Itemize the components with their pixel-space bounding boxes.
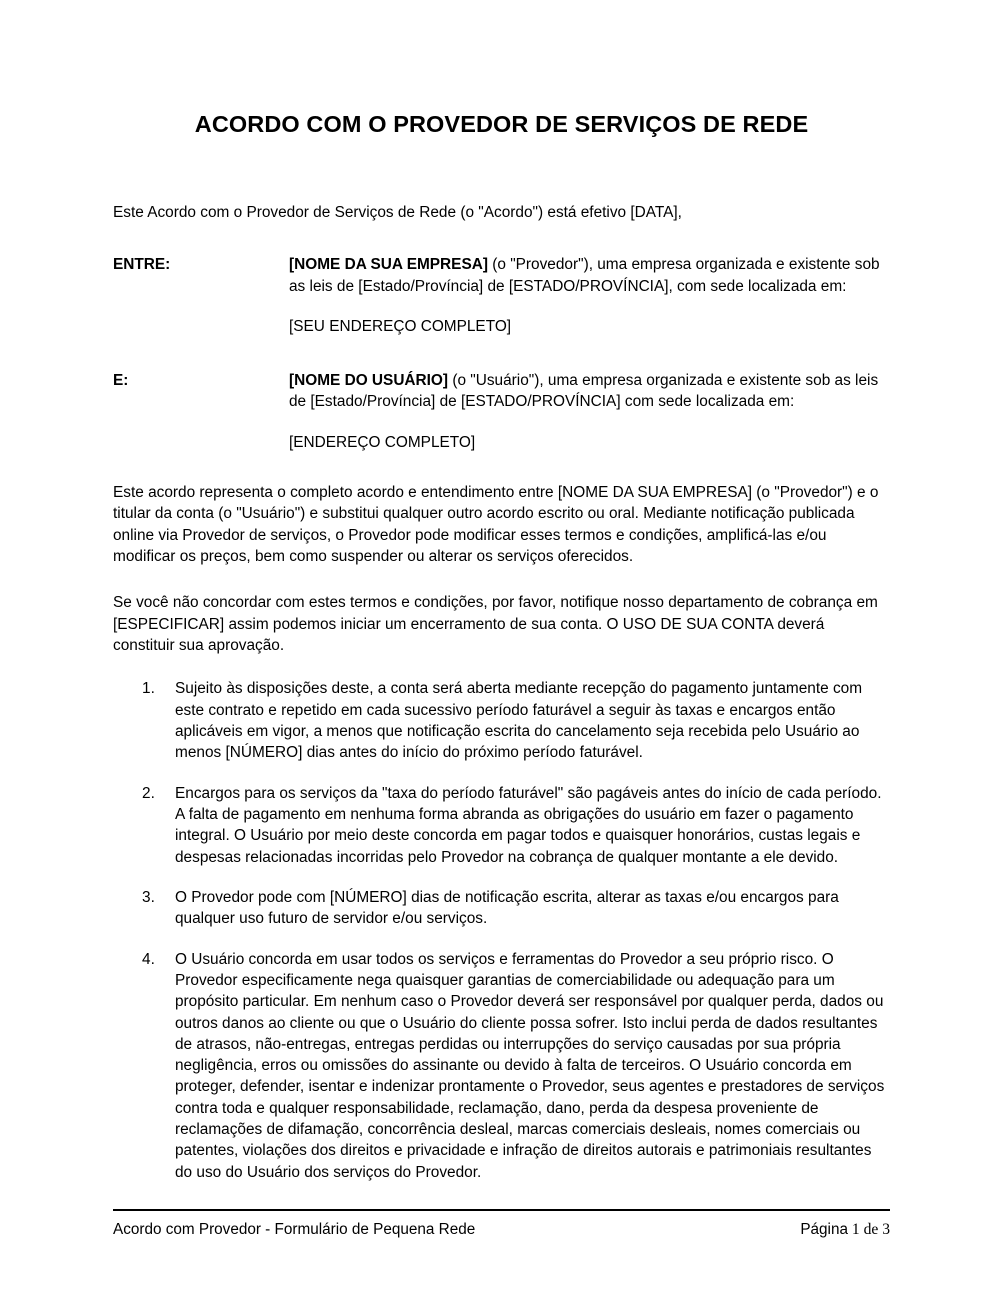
terms-list-item: O Provedor pode com [NÚMERO] dias de notificação escrita, alterar as taxas e/ou encargos para qualquer uso futuro de servidor e/ou serviços. — [175, 888, 839, 928]
terms-list-item: Encargos para os serviços da "taxa do período faturável" são pagáveis antes do início de cada período. A falta de pagamento em nenhuma forma abranda as obrigações do usuário em fazer o pagamento integral. O Usuário por meio deste concorda em pagar todos e quaisquer honorários, custas legais e despesas relacionadas incorridas pelo Provedor na cobrança de qualquer montante a ele devido. — [175, 784, 882, 866]
terms-list-item: O Usuário concorda em usar todos os serviços e ferramentas do Provedor a seu próprio risco. O Provedor especificamente nega quaisquer garantias de comerciabilidade ou adequação para um propósito particular. Em nenhum caso o Provedor deverá ser responsável por qualquer perda, dados ou outros danos ao cliente ou que o Usuário do cliente possa sofrer. Isto inclui perda de dados resultantes de atrasos, não-entregas, entregas perdidas ou interrupções do serviço causadas por sua própria negligência, erros ou omissões do assinante ou devido à falta de terceiros. O Usuário concorda em proteger, defender, isentar e indenizar prontamente o Provedor, seus agentes e prestadores de serviços contra toda e qualquer responsabilidade, reclamação, dano, perda da despesa proveniente de reclamações de difamação, concorrência desleal, marcas comerciais desleais, nomes comerciais ou patentes, violações dos direitos e privacidade e infração de direitos autorais e patrimoniais resultantes do uso do Usuário dos serviços do Provedor. — [175, 950, 885, 1181]
document-content — [113, 0, 890, 1183]
party-label-entre: ENTRE: — [113, 256, 171, 274]
party-block-user — [113, 337, 890, 453]
page-title: ACORDO COM O PROVEDOR DE SERVIÇOS DE REDE — [194, 111, 809, 137]
party-body-user — [289, 370, 890, 453]
footer-page-number: 1 — [851, 1221, 860, 1238]
party-address-provider: [SEU ENDEREÇO COMPLETO] — [289, 317, 512, 335]
footer-page-of: de 3 — [863, 1221, 890, 1238]
party-detail-provider: (o "Provedor"), uma empresa organizada e existente sob as leis de [Estado/Província] de [ESTADO/PROVÍNCIA], com sede localizada em: — [289, 256, 880, 295]
footer-page-indicator — [800, 1221, 890, 1239]
page-footer — [113, 1209, 890, 1239]
intro-paragraph: Este Acordo com o Provedor de Serviços de Rede (o "Acordo") está efetivo [DATA], — [113, 204, 682, 222]
party-address-user: [ENDEREÇO COMPLETO] — [289, 433, 476, 451]
terms-list-item: Sujeito às disposições deste, a conta será aberta mediante recepção do pagamento juntamente com este contrato e repetido em cada sucessivo período faturável a seguir às taxas e encargos então aplicáveis em vigor, a menos que notificação escrita do cancelamento seja recebida pelo Usuário ao menos [NÚMERO] dias antes do início do próximo período faturável. — [175, 680, 863, 762]
footer-document-name: Acordo com Provedor - Formulário de Pequena Rede — [113, 1221, 476, 1238]
footer-page-label: Página — [800, 1221, 848, 1238]
party-description-user — [289, 370, 890, 413]
party-label-e: E: — [113, 372, 129, 390]
party-body-provider — [289, 254, 890, 337]
terms-list — [113, 656, 890, 1183]
party-description-provider — [289, 254, 890, 297]
body-paragraph-2: Se você não concordar com estes termos e condições, por favor, notifique nosso departamento de cobrança em [ESPECIFICAR] assim podemos iniciar um encerramento de sua conta. O USO DE SUA CONTA deverá constituir sua aprovação. — [113, 594, 878, 654]
footer-row — [113, 1211, 890, 1239]
party-name-provider: [NOME DA SUA EMPRESA] — [289, 256, 488, 274]
party-name-user: [NOME DO USUÁRIO] — [289, 372, 449, 390]
body-paragraph-1: Este acordo representa o completo acordo e entendimento entre [NOME DA SUA EMPRESA] (o "Provedor") e o titular da conta (o "Usuário") e substitui qualquer outro acordo escrito ou oral. Mediante notificação publicada online via Provedor de serviços, o Provedor pode modificar esses termos e condições, amplificá-las e/ou modificar os preços, bem como suspender ou alterar os serviços oferecidos. — [113, 483, 879, 565]
party-block-provider — [113, 223, 890, 337]
party-detail-user: (o "Usuário"), uma empresa organizada e existente sob as leis de [Estado/Província] de [ESTADO/PROVÍNCIA] com sede localizada em: — [289, 372, 879, 411]
